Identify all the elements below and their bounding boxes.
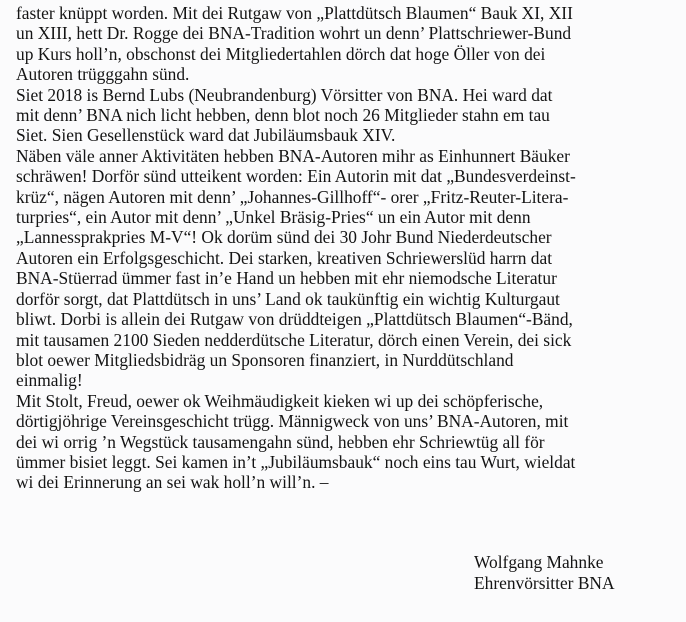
text-line: bliwt. Dorbi is allein dei Rutgaw von drüddteigen „Plattdütsch Blaumen“-Bänd, [16,309,573,330]
text-line: wi dei Erinnerung an sei wak holl’n will’n. – [16,472,329,493]
text-line: krüz“, nägen Autoren mit denn’ „Johannes-Gillhoff“- orer „Fritz-Reuter-Litera- [16,186,569,207]
text-line: Siet. Sien Gesellenstück ward dat Jubiläumsbauk XIV. [16,125,396,146]
text-line: schräwen! Dorför sünd utteikent worden: Ein Autorin mit dat „Bundesverdeinst- [16,166,576,187]
text-line: einmalig! [16,370,83,391]
text-line: Näben väle anner Aktivitäten hebben BNA-Autoren mihr as Einhunnert Bäuker [16,145,570,166]
text-line: Mit Stolt, Freud, oewer ok Weihmäudigkeit kieken wi up dei schöpferische, [16,390,544,411]
text-line: turpries“, ein Autor mit denn’ „Unkel Bräsig-Pries“ un ein Autor mit denn [16,207,531,228]
text-line: ümmer bisiet leggt. Sei kamen in’t „Jubiläumsbauk“ noch eins tau Wurt, wieldat [16,451,576,472]
text-line: dei wi orrig ’n Wegstück tausamengahn sünd, hebben ehr Schriewtüg all för [16,431,545,452]
text-line: Autoren trügggahn sünd. [16,64,190,85]
text-line: dörtigjöhrige Vereinsgeschicht trügg. Männigweck von uns’ BNA-Autoren, mit [16,411,569,432]
text-line: mit denn’ BNA nich licht hebben, denn blot noch 26 Mitglieder stahn em tau [16,105,550,126]
text-line: up Kurs holl’n, obschonst dei Mitgliedertahlen dörch dat hoge Öller von dei [16,43,546,64]
text-line: Siet 2018 is Bernd Lubs (Neubrandenburg) Vörsitter von BNA. Hei ward dat [16,84,553,105]
text-line: un XIII, hett Dr. Rogge dei BNA-Tradition wohrt un denn’ Plattschriewer-Bund [16,23,572,44]
text-line: „Lannessprakpries M-V“! Ok dorüm sünd dei 30 Johr Bund Niederdeutscher [16,227,552,248]
text-line: Autoren ein Erfolgsgeschicht. Dei starken, kreativen Schriewerslüd harrn dat [16,247,553,268]
text-line: mit tausamen 2100 Sieden nedderdütsche Literatur, dörch einen Verein, dei sick [16,329,572,350]
text-line: dorför sorgt, dat Plattdütsch in uns’ Land ok taukünftig ein wichtig Kulturgaut [16,288,560,309]
text-line: BNA-Stüerrad ümmer fast in’e Hand un hebben mit ehr niemodsche Literatur [16,268,557,289]
signature-title: Ehrenvörsitter BNA [474,573,615,593]
text-line: faster knüppt worden. Mit dei Rutgaw von „Plattdütsch Blaumen“ Bauk XI, XII [16,3,573,23]
body-text [16,3,676,493]
signature-name: Wolfgang Mahnke [474,552,604,572]
text-line: blot oewer Mitgliedsbidräg un Sponsoren finanziert, in Nurddütschland [16,349,514,370]
